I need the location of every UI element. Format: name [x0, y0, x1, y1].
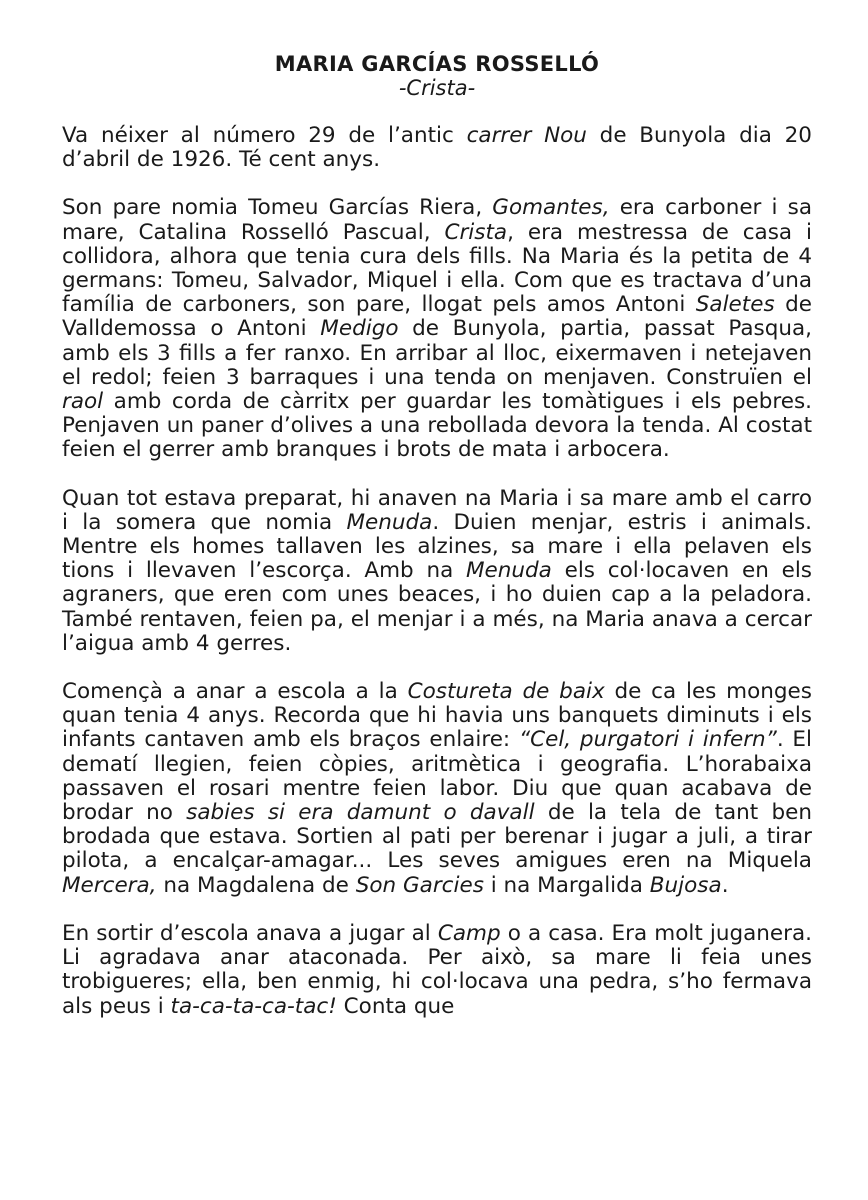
- page-subtitle-nickname: -Crista-: [398, 76, 476, 100]
- italic-text-segment: Menuda: [466, 558, 552, 584]
- text-segment: . Duien menjar, estris i animals. Mentre els homes tallaven les alzines, sa mare i ella pelaven els tions i llevaven l’escorça. Amb na: [62, 509, 812, 584]
- text-segment: de la tela de tant ben brodada que estava. Sortien al pati per berenar i jugar a juli, a tirar pilota, a encalçar-amagar... Les seves amigues eren na Miquela: [62, 800, 812, 874]
- italic-text-segment: Crista: [444, 219, 508, 245]
- italic-text-segment: Medigo: [320, 316, 399, 342]
- italic-text-segment: Son Garcies: [355, 872, 484, 898]
- italic-text-segment: Camp: [437, 920, 501, 946]
- italic-text-segment: Mercera,: [62, 872, 157, 898]
- text-segment: Quan tot estava preparat, hi anaven na Maria i sa mare amb el carro i la somera que nomia: [62, 485, 812, 535]
- text-segment: de ca les monges quan tenia 4 anys. Recorda que hi havia uns banquets diminuts i els infants cantaven amb els braços enlaire:: [62, 679, 812, 753]
- italic-text-segment: Costureta de baix: [407, 679, 605, 705]
- body-paragraph: [62, 487, 812, 656]
- body-text: [62, 124, 812, 1019]
- italic-text-segment: Saletes: [695, 292, 775, 318]
- italic-text-segment: raol: [62, 389, 104, 415]
- italic-text-segment: ta-ca-ta-ca-tac!: [170, 993, 337, 1019]
- text-segment: Començà a anar a escola a la: [62, 679, 408, 705]
- text-segment: o a casa. Era molt juganera. Li agradava anar ataconada. Per això, sa mare li feia unes trobigueres; ella, ben enmig, hi col·locava una pedra, s’ho fermava als peus i: [62, 920, 812, 1019]
- italic-text-segment: Menuda: [346, 509, 433, 535]
- text-segment: Va néixer al número 29 de l’antic: [62, 123, 467, 148]
- body-paragraph: [62, 680, 812, 898]
- text-segment: En sortir d’escola anava a jugar al: [62, 920, 438, 946]
- italic-text-segment: Gomantes,: [492, 195, 610, 221]
- italic-text-segment: sabies si era damunt o davall: [186, 800, 535, 826]
- text-segment: de Bunyola, partia, passat Pasqua, amb els 3 fills a fer ranxo. En arribar al lloc, eixermaven i netejaven el redol; feien 3 barraques i una tenda on menjaven. Construïen el: [62, 316, 812, 390]
- text-segment: Conta que: [336, 993, 455, 1019]
- text-segment: Son pare nomia Tomeu Garcías Riera,: [62, 195, 493, 221]
- body-paragraph: [62, 196, 812, 462]
- text-segment: . El dematí llegien, feien còpies, aritmètica i geografia. L’horabaixa passaven el rosari mentre feien labor. Diu que quan acabava de brodar no: [62, 727, 812, 826]
- text-segment: de Bunyola dia 20 d’abril de 1926. Té cent anys.: [62, 123, 812, 173]
- text-segment: .: [721, 872, 729, 898]
- text-segment: els col·locaven en els agraners, que eren com unes beaces, i ho duien cap a la peladora. També rentaven, feien pa, el menjar i a més, na Maria anava a cercar l’aigua amb 4 gerres.: [62, 558, 812, 656]
- page-title: MARIA GARCÍAS ROSSELLÓ: [274, 52, 600, 76]
- text-segment: i na Margalida: [483, 872, 650, 898]
- text-segment: amb corda de càrritx per guardar les tomàtigues i els pebres. Penjaven un paner d’olives a una rebollada devora la tenda. Al costat feien el gerrer amb branques i brots de mata i arbocera.: [62, 389, 812, 463]
- italic-text-segment: Bujosa: [649, 872, 722, 898]
- text-segment: na Magdalena de: [156, 872, 356, 898]
- text-segment: era carboner i sa mare, Catalina Rosselló Pascual,: [62, 195, 813, 245]
- body-paragraph: [62, 124, 812, 172]
- text-segment: , era mestressa de casa i collidora, alhora que tenia cura dels fills. Na Maria és la petita de 4 germans: Tomeu, Salvador, Miquel i ella. Com que es tractava d’una família de carboners, son pare, llogat pels amos Antoni: [62, 219, 812, 318]
- text-segment: de Valldemossa o Antoni: [62, 292, 812, 342]
- italic-text-segment: carrer Nou: [466, 123, 587, 148]
- document-page: [62, 52, 812, 1043]
- body-paragraph: [62, 922, 812, 1019]
- italic-text-segment: “Cel, purgatori i infern”: [518, 727, 777, 753]
